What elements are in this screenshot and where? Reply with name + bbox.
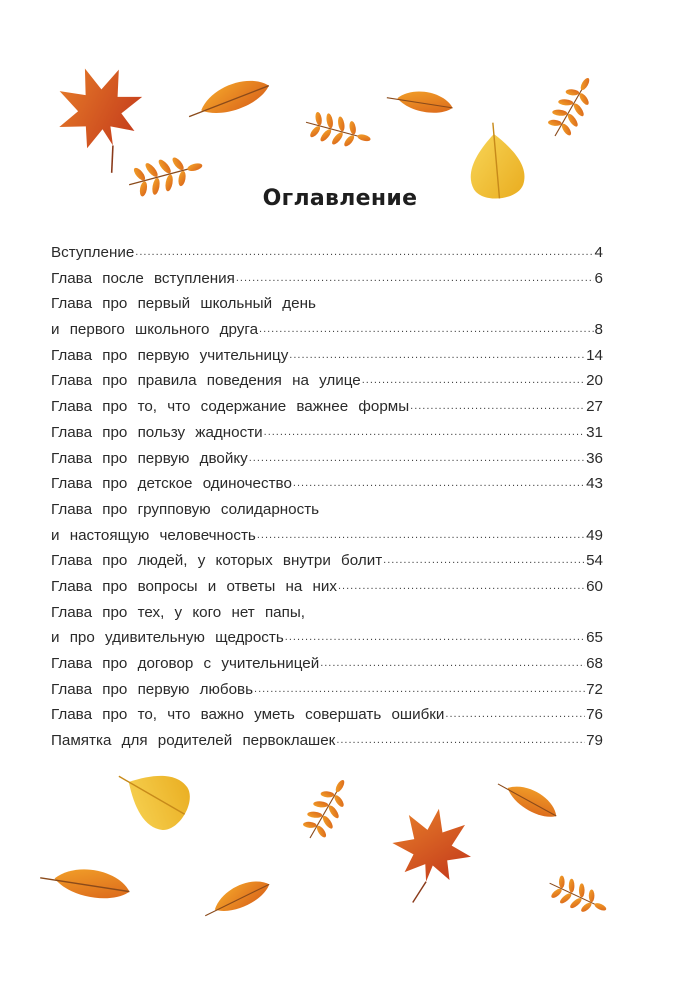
orange-leaf-icon xyxy=(425,103,426,104)
dot-leader xyxy=(383,548,585,574)
toc-entry-title: и про удивительную щедрость xyxy=(51,629,284,647)
toc-entry-title: Глава про первый школьный день xyxy=(51,295,316,313)
toc-page-number: 6 xyxy=(594,269,603,287)
toc-page-number: 8 xyxy=(594,321,603,339)
dot-leader xyxy=(338,574,585,600)
toc-entry-title: Памятка для родителей первоклашек xyxy=(51,732,336,750)
toc-entry xyxy=(51,266,603,292)
toc-entry-title: Глава про правила поведения на улице xyxy=(51,372,361,390)
toc-page-number: 54 xyxy=(586,552,603,570)
toc-page-number: 20 xyxy=(586,372,603,390)
toc-page-number: 68 xyxy=(586,655,603,672)
toc-entry xyxy=(51,728,603,754)
toc-page-number: 72 xyxy=(586,680,603,698)
toc-entry-title: Глава про пользу жадности xyxy=(51,423,263,441)
toc-entry xyxy=(51,702,603,728)
toc-entry xyxy=(51,240,603,266)
toc-entry-title: Глава про договор с учительницей xyxy=(51,655,320,672)
toc-entry xyxy=(51,471,603,497)
toc-entry-title: Глава про то, что содержание важнее формы xyxy=(51,398,410,416)
toc-page-number: 76 xyxy=(586,706,603,724)
rowan-leaf-icon xyxy=(575,895,576,896)
dot-leader xyxy=(320,651,585,677)
toc-entry-title: Глава про групповую солидарность xyxy=(51,500,320,518)
toc-entry xyxy=(51,625,603,651)
toc-page-number: 31 xyxy=(586,423,603,441)
dot-leader xyxy=(445,702,585,728)
dot-leader xyxy=(254,677,585,703)
dot-leader xyxy=(264,420,585,446)
toc-entry xyxy=(51,343,603,369)
rowan-leaf-icon xyxy=(325,812,326,813)
rowan-leaf-icon xyxy=(162,176,163,177)
toc-entry xyxy=(51,291,603,317)
toc-entry xyxy=(51,394,603,420)
toc-entry xyxy=(51,548,603,574)
page-title: Оглавление xyxy=(262,186,418,211)
birch-leaf-icon xyxy=(497,170,498,171)
orange-leaf-icon xyxy=(235,98,236,99)
birch-leaf-icon xyxy=(160,800,161,801)
toc-entry-title: и настоящую человечность xyxy=(51,526,256,544)
rowan-leaf-icon xyxy=(570,110,571,111)
dot-leader xyxy=(289,343,585,369)
orange-leaf-icon xyxy=(532,802,533,803)
toc-entry-title: Глава про детское одиночество xyxy=(51,475,292,493)
toc-page-number: 14 xyxy=(586,346,603,364)
toc-entry-title: Глава про людей, у которых внутри болит xyxy=(51,552,383,570)
toc-page-number: 65 xyxy=(586,629,603,647)
dot-leader xyxy=(257,523,585,549)
toc-entry-title: Глава про первую любовь xyxy=(51,680,254,698)
orange-leaf-icon xyxy=(92,885,93,886)
toc-page-number: 4 xyxy=(594,244,603,261)
maple-leaf-icon xyxy=(100,110,101,111)
toc-entry xyxy=(51,600,603,626)
dot-leader xyxy=(336,728,585,754)
toc-page-number: 27 xyxy=(586,398,603,416)
toc-entry-title: Глава про тех, у кого нет папы, xyxy=(51,603,305,621)
toc-entry-title: Глава после вступления xyxy=(51,269,235,287)
toc-page-number: 36 xyxy=(586,449,603,467)
toc-entry xyxy=(51,677,603,703)
toc-entry xyxy=(51,523,603,549)
toc-entry xyxy=(51,574,603,600)
dot-leader xyxy=(249,446,585,472)
dot-leader xyxy=(285,625,585,651)
dot-leader xyxy=(135,240,593,266)
toc-page-number: 79 xyxy=(586,732,603,750)
toc-entry xyxy=(51,446,603,472)
dot-leader xyxy=(410,394,585,420)
toc-entry-title: и первого школьного друга xyxy=(51,321,259,339)
toc-entry xyxy=(51,368,603,394)
dot-leader xyxy=(259,317,594,343)
toc-entry-title: Глава про вопросы и ответы на них xyxy=(51,577,337,595)
toc-page-number: 49 xyxy=(586,526,603,544)
toc-entry xyxy=(51,420,603,446)
rowan-leaf-icon xyxy=(335,130,336,131)
orange-leaf-icon xyxy=(242,897,243,898)
table-of-contents xyxy=(51,240,603,754)
dot-leader xyxy=(362,368,585,394)
toc-page-number: 43 xyxy=(586,475,603,493)
dot-leader xyxy=(236,266,594,292)
toc-entry-title: Глава про то, что важно уметь совершать ошибки xyxy=(51,706,445,724)
toc-entry xyxy=(51,317,603,343)
maple-leaf-icon xyxy=(432,848,433,849)
toc-entry-title: Глава про первую учительницу xyxy=(51,346,289,364)
toc-entry-title: Вступление xyxy=(51,244,135,261)
toc-entry xyxy=(51,651,603,677)
toc-page-number: 60 xyxy=(586,577,603,595)
toc-entry xyxy=(51,497,603,523)
dot-leader xyxy=(293,471,585,497)
toc-entry-title: Глава про первую двойку xyxy=(51,449,248,467)
